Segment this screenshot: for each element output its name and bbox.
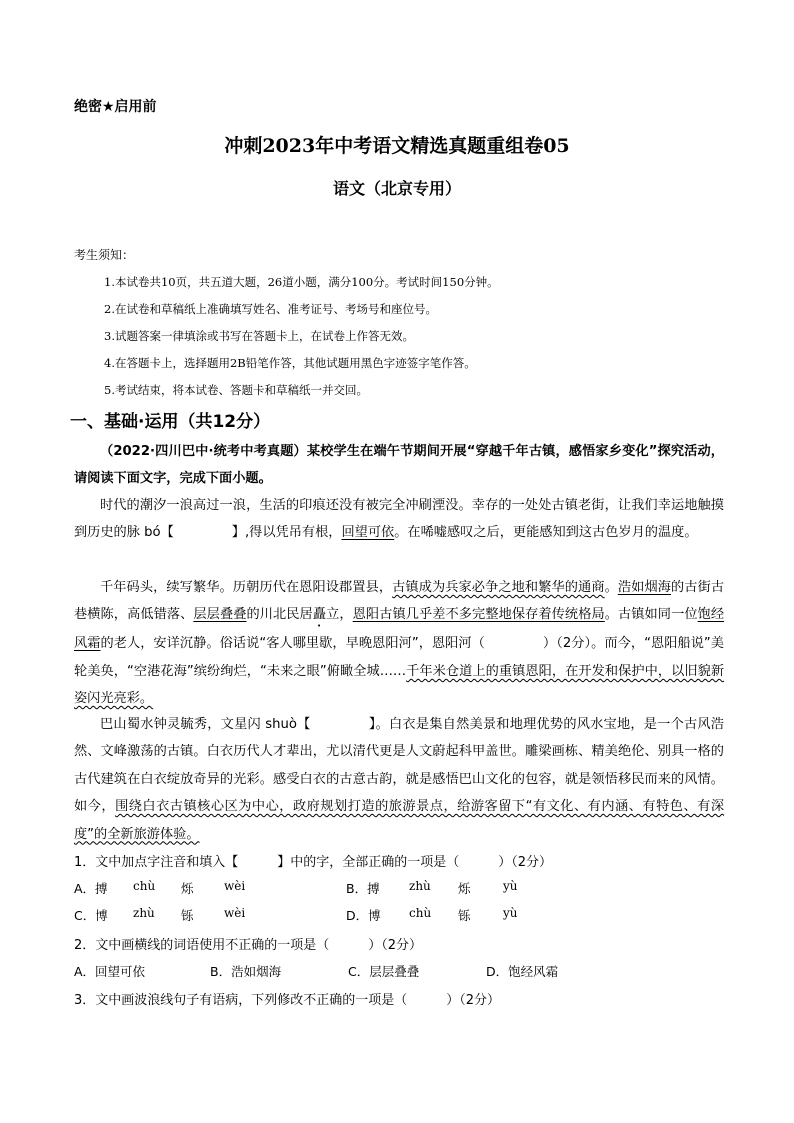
wavy-sentence: 千年米仓道上的重镇恩阳，在开发和保护中，以旧貌新姿闪光亮彩。: [74, 663, 725, 707]
passage-paragraph-2: [74, 574, 724, 713]
question-intro: [74, 438, 724, 493]
text-run: 】,得以凭吊有根，: [231, 525, 342, 541]
q1-option-a[interactable]: [74, 879, 246, 897]
option-letter: D．博: [346, 908, 381, 923]
section-heading: 一、基础·运用（共12分）: [70, 412, 271, 432]
q1-option-c[interactable]: [74, 906, 246, 924]
underlined-phrase: 恩阳古镇几乎差不多完整地保存着传统格局: [352, 607, 605, 623]
text-run: 千年码头，续写繁华。历朝历代在恩阳设郡置县，: [100, 580, 393, 595]
q2-option-a[interactable]: A．回望可依: [74, 964, 146, 979]
text-run: 的川北民居: [246, 607, 313, 623]
option-letter: A．搏: [74, 881, 108, 896]
q2-option-b[interactable]: B．浩如烟海: [210, 964, 282, 979]
text-run: 立，: [326, 607, 353, 623]
text-run: 。: [604, 580, 618, 595]
option-pinyin: wèi: [224, 906, 246, 920]
passage-paragraph-1: [74, 492, 724, 547]
notice-rule: 2.在试卷和草稿纸上准确填写姓名、准考证号、考场号和座位号。: [104, 302, 437, 316]
option-pinyin: yù: [503, 906, 518, 920]
option-char: 铄: [458, 908, 471, 923]
option-pinyin: zhù: [133, 906, 155, 920]
question-3-stem: 3．文中画波浪线句子有语病，下列修改不正确的一项是（ ）（2分）: [74, 993, 501, 1008]
option-pinyin: zhù: [409, 879, 431, 893]
notice-rule: 5.考试结束，将本试卷、答题卡和草稿纸一并交回。: [104, 383, 368, 397]
q2-option-d[interactable]: D．饱经风霜: [486, 964, 559, 979]
text-run: 】。白衣是集自然美景和地理优势的风水宝地，是一个古风浩然、文峰激荡的古镇。白衣历代人才辈出，尤以清代更是人文蔚起科甲盖世。雕梁画栋、精美绝伦、别具一格的古代建筑在白衣绽放奇异的光彩。感受白衣的古意古韵，就是感悟巴山文化的包容，就是领悟移民而来的风情。如今，: [74, 717, 724, 815]
text-run: 巴山蜀水钟灵毓秀，文星闪 shuò【: [100, 717, 311, 732]
wavy-sentence: 围绕白衣古镇核心区为中心，政府规划打造的旅游景点，给游客留下“有文化、有内涵、有特色、有深度”的全新旅游体验。: [74, 799, 725, 842]
q2-option-c[interactable]: C．层层叠叠: [348, 964, 420, 979]
notice-rule: 1.本试卷共10页，共五道大题，26道小题，满分100分。考试时间150分钟。: [104, 275, 499, 289]
text-run: 。古镇如同一位: [604, 607, 698, 623]
option-char: 烁: [181, 881, 194, 896]
dotted-char: 矗: [312, 607, 327, 623]
question-1-stem: 1．文中加点字注音和填入【 】中的字，全部正确的一项是（ ）（2分）: [74, 855, 553, 870]
text-run: ）（2分）。而今，“恩阳船说”美轮美奂，“空港花海”缤纷绚烂，“未来之眼”俯瞰全城……: [74, 636, 724, 679]
question-2-stem: 2．文中画横线的词语使用不正确的一项是（ ）（2分）: [74, 938, 423, 953]
text-run: 的老人，安详沉静。俗话说“客人哪里歇，早晚恩阳河”，恩阳河（: [100, 636, 485, 652]
option-pinyin: chù: [133, 879, 156, 893]
q1-option-d[interactable]: [346, 906, 518, 924]
notice-rule: 3.试题答案一律填涂或书写在答题卡上，在试卷上作答无效。: [104, 329, 414, 343]
text-run: 的古街古巷横陈，高低错落、: [74, 580, 725, 623]
passage-paragraph-3: [74, 711, 724, 848]
page-title: 冲刺2023年中考语文精选真题重组卷05: [224, 135, 570, 157]
option-char: 铄: [181, 908, 194, 923]
notice-rule: 4.在答题卡上，选择题用2B铅笔作答，其他试题用黑色字迹签字笔作答。: [104, 356, 476, 370]
text-run: 时代的潮汐一浪高过一浪，生活的印痕还没有被完全冲刷湮没。幸存的一处处古镇老街，让我们幸运地触摸到历史的脉 bó【: [74, 498, 724, 541]
intro-text: （2022·四川巴中·统考中考真题）某校学生在端午节期间开展“穿越千年古镇，感悟家乡变化”探究活动，请阅读下面文字，完成下面小题。: [74, 444, 724, 487]
underlined-phrase: 浩如烟海: [617, 580, 672, 595]
page-subtitle: 语文（北京专用）: [332, 179, 461, 198]
underlined-phrase: 饱经风霜: [74, 607, 725, 652]
text-run: 。在唏嘘感叹之后，更能感知到这古色岁月的温度。: [394, 525, 698, 541]
option-letter: B．搏: [346, 881, 380, 896]
option-pinyin: chù: [409, 906, 432, 920]
q1-option-b[interactable]: [346, 879, 518, 897]
underlined-phrase: 回望可依: [341, 525, 395, 541]
confidential-label: 绝密★启用前: [74, 99, 157, 115]
option-letter: C．博: [74, 908, 108, 923]
option-pinyin: yù: [503, 879, 518, 893]
underlined-phrase: 层层叠叠: [193, 607, 247, 623]
option-pinyin: wèi: [224, 879, 246, 893]
notice-heading: 考生须知：: [74, 248, 135, 262]
option-char: 烁: [458, 881, 471, 896]
wavy-sentence: 古镇成为兵家必争之地和繁华的通商: [392, 580, 605, 595]
